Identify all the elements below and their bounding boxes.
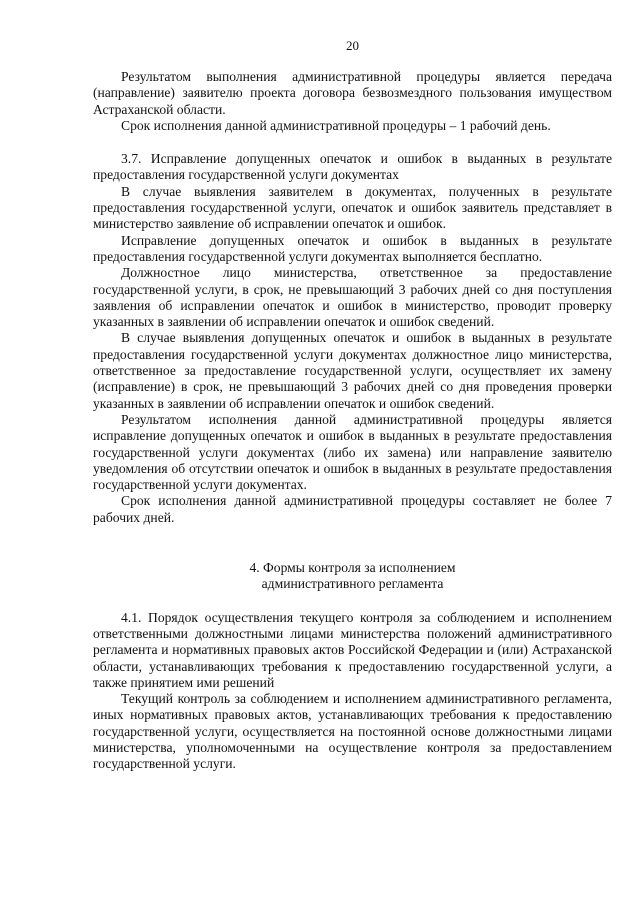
page-number: 20 xyxy=(346,38,359,53)
paragraph-verification: Должностное лицо министерства, ответственное за предоставление государственной услуги, в срок, не превышающий 3 рабочих дней со дня поступления заявления об исправлении опечаток и ошибок в министерство, проводит проверку указанных в заявлении об исправлении опечаток и ошибок сведений. xyxy=(93,265,612,330)
paragraph-deadline-1-day: Срок исполнения данной административной процедуры – 1 рабочий день. xyxy=(121,117,551,133)
paragraph-deadline-7-days: Срок исполнения данной административной процедуры составляет не более 7 рабочих дней. xyxy=(93,493,612,525)
spacer xyxy=(93,526,612,560)
paragraph-4-1-heading: 4.1. Порядок осуществления текущего контроля за соблюдением и исполнением ответственными должностными лицами министерства положений административного регламента и нормативных правовых актов Российской Федерации и (или) Астраханской области, устанавливающих требования к предоставлению государственной услуги, а также принятием ими решений xyxy=(93,609,612,690)
paragraph-correction-result: Результатом исполнения данной административной процедуры является исправление допущенных опечаток и ошибок в выданных в результате предоставления государственной услуги документах (либо их замена) или направление заявителю уведомления об отсутствии опечаток и ошибок в выданных в результате предоставления государственной услуги документах. xyxy=(93,411,612,493)
section-heading-4-line-2: административного регламента xyxy=(261,576,444,592)
section-heading-4-line-1: 4. Формы контроля за исполнением xyxy=(249,560,456,576)
paragraph-replacement: В случае выявления допущенных опечаток и ошибок в выданных в результате предоставления государственной услуги документах должностное лицо министерства, ответственное за предоставление государственной услуги, осуществляет их замену (исправление) в срок, не превышающий 3 рабочих дней со дня проведения проверки указанных в заявлении об исправлении опечаток и ошибок сведений. xyxy=(93,330,612,411)
paragraph-error-detection: В случае выявления заявителем в документах, полученных в результате предоставления государственной услуги, опечаток и ошибок заявитель представляет в министерство заявление об исправлении опечаток и ошибок. xyxy=(93,183,612,232)
section-heading-4 xyxy=(93,560,612,593)
paragraph-free-correction: Исправление допущенных опечаток и ошибок в выданных в результате предоставления государственной услуги документах выполняется бесплатно. xyxy=(93,232,612,264)
spacer xyxy=(93,593,612,610)
document-body xyxy=(93,69,612,773)
section-heading-3-7: 3.7. Исправление допущенных опечаток и ошибок в выданных в результате предоставления государственной услуги документах xyxy=(93,151,612,183)
paragraph-current-control: Текущий контроль за соблюдением и исполнением административного регламента, иных нормативных правовых актов, устанавливающих требования к предоставлению государственной услуги, осуществляется на постоянной основе должностными лицами министерства, уполномоченными на осуществление контроля за предоставлением государственной услуги. xyxy=(93,691,612,772)
paragraph-result-transfer: Результатом выполнения административной процедуры является передача (направление) заявителю проекта договора безвозмездного пользования имуществом Астраханской области. xyxy=(93,69,612,117)
spacer xyxy=(93,134,612,151)
